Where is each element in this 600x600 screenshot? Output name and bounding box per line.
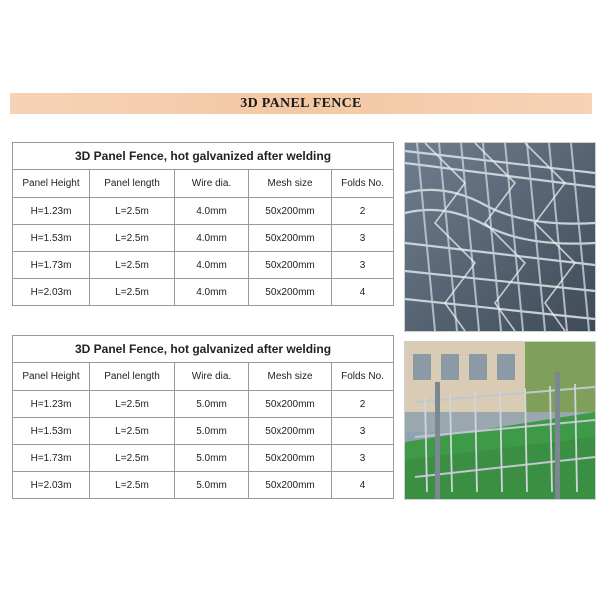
cell: L=2.5m [90, 418, 175, 445]
table-row [13, 279, 394, 306]
table-row [13, 198, 394, 225]
installed-fence-photo [404, 341, 596, 500]
cell: 50x200mm [249, 198, 332, 225]
header-folds-no: Folds No. [332, 170, 394, 198]
cell: 4.0mm [175, 198, 249, 225]
cell: 4 [332, 472, 394, 499]
table-caption: 3D Panel Fence, hot galvanized after welding [13, 143, 394, 170]
cell: H=2.03m [13, 472, 90, 499]
title-banner [10, 93, 592, 114]
cell: 3 [332, 445, 394, 472]
spec-table-4mm [12, 142, 394, 306]
cell: 4.0mm [175, 225, 249, 252]
table-caption: 3D Panel Fence, hot galvanized after welding [13, 336, 394, 363]
cell: 50x200mm [249, 445, 332, 472]
cell: H=1.23m [13, 198, 90, 225]
page-title: 3D PANEL FENCE [240, 95, 362, 111]
cell: L=2.5m [90, 391, 175, 418]
cell: 4 [332, 279, 394, 306]
cell: 5.0mm [175, 445, 249, 472]
cell: H=1.73m [13, 252, 90, 279]
cell: 4.0mm [175, 279, 249, 306]
table-row [13, 418, 394, 445]
cell: 2 [332, 198, 394, 225]
cell: H=1.53m [13, 225, 90, 252]
cell: H=1.23m [13, 391, 90, 418]
cell: 50x200mm [249, 472, 332, 499]
cell: 3 [332, 225, 394, 252]
fence-panel-closeup-photo [404, 142, 596, 332]
cell: L=2.5m [90, 198, 175, 225]
table-row [13, 252, 394, 279]
header-panel-height: Panel Height [13, 170, 90, 198]
cell: 50x200mm [249, 225, 332, 252]
table-row [13, 472, 394, 499]
cell: H=1.73m [13, 445, 90, 472]
header-folds-no: Folds No. [332, 363, 394, 391]
cell: 50x200mm [249, 391, 332, 418]
header-wire-dia: Wire dia. [175, 170, 249, 198]
cell: 50x200mm [249, 252, 332, 279]
spec-table-5mm [12, 335, 394, 499]
header-wire-dia: Wire dia. [175, 363, 249, 391]
cell: L=2.5m [90, 445, 175, 472]
table-row [13, 391, 394, 418]
header-panel-length: Panel length [90, 363, 175, 391]
cell: 3 [332, 252, 394, 279]
cell: L=2.5m [90, 279, 175, 306]
cell: 50x200mm [249, 418, 332, 445]
header-panel-height: Panel Height [13, 363, 90, 391]
header-mesh-size: Mesh size [249, 363, 332, 391]
cell: 5.0mm [175, 472, 249, 499]
cell: 4.0mm [175, 252, 249, 279]
header-panel-length: Panel length [90, 170, 175, 198]
header-mesh-size: Mesh size [249, 170, 332, 198]
cell: 5.0mm [175, 418, 249, 445]
cell: 3 [332, 418, 394, 445]
cell: 2 [332, 391, 394, 418]
table-row [13, 225, 394, 252]
cell: L=2.5m [90, 252, 175, 279]
cell: L=2.5m [90, 225, 175, 252]
cell: H=2.03m [13, 279, 90, 306]
cell: 50x200mm [249, 279, 332, 306]
cell: L=2.5m [90, 472, 175, 499]
cell: H=1.53m [13, 418, 90, 445]
cell: 5.0mm [175, 391, 249, 418]
table-row [13, 445, 394, 472]
